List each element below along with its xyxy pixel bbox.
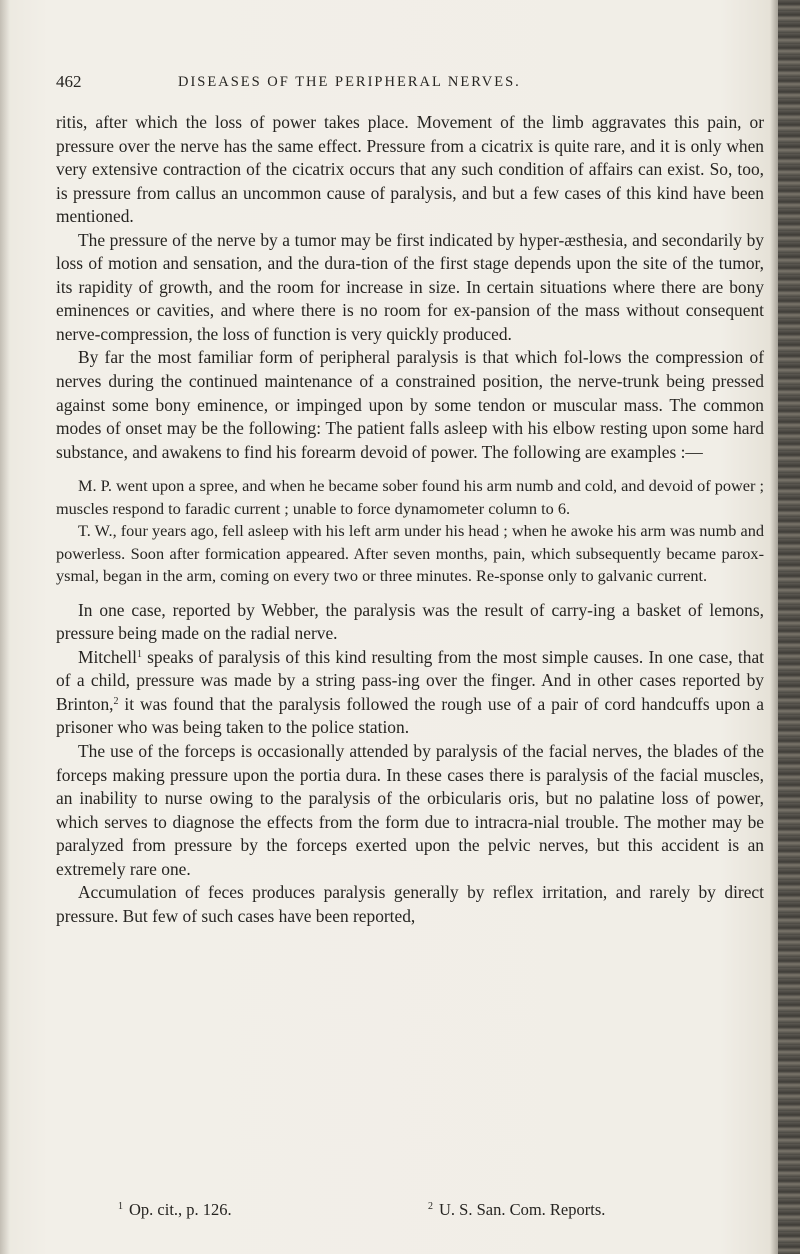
footnote-ref: 2 — [113, 695, 119, 707]
footnotes — [76, 1200, 696, 1224]
paragraph: The use of the forceps is occasionally attended by paralysis of the facial nerves, the blades of the forceps making pressure upon the portia dura. In these cases there is paralysis of the facial muscles, an inability to nurse owing to the paralysis of the orbicularis oris, but no palatine loss of power, which serves to diagnose the effects from the form due to intracra-nial trouble. The mother may be paralyzed from pressure by the forceps exerted upon the pelvic nerves, but this accident is an extremely rare one. — [56, 740, 764, 879]
footnote-text: U. S. San. Com. Reports. — [439, 1200, 606, 1219]
paragraph-text: speaks of paralysis of this kind resulting from the most simple causes. In one case, that of a child, pressure was made by a string pass-ing over the finger. And in other cases reported by Brinton, — [56, 646, 764, 714]
footnote-text: Op. cit., p. 126. — [129, 1200, 232, 1219]
paragraph-text: it was found that the paralysis followed the rough use of a pair of cord handcuffs upon a prisoner who was being taken to the police station. — [56, 693, 764, 738]
footnote — [428, 1200, 605, 1220]
page-header — [56, 72, 656, 96]
book-binding-edge — [778, 0, 800, 1254]
footnote-ref: 1 — [136, 648, 142, 660]
page-number: 462 — [56, 72, 82, 91]
case-report: T. W., four years ago, fell asleep with his left arm under his head ; when he awoke his arm was numb and powerless. Soon after formication appeared. After seven months, pain, which subsequently became parox-ysmal, began in the arm, coming on every two or three minutes. Re-sponse only to galvanic current. — [56, 521, 764, 586]
binding-shadow — [770, 0, 778, 1254]
footnote-mark: 2 — [428, 1201, 433, 1212]
page-body — [56, 111, 764, 928]
paragraph: Accumulation of feces produces paralysis generally by reflex irritation, and rarely by direct pressure. But few of such cases have been reported, — [56, 882, 764, 926]
page-gutter-shadow — [0, 0, 10, 1254]
paragraph: In one case, reported by Webber, the paralysis was the result of carry-ing a basket of lemons, pressure being made on the radial nerve. — [56, 599, 764, 644]
paragraph: ritis, after which the loss of power takes place. Movement of the limb aggravates this pain, or pressure over the nerve has the same effect. Pressure from a cicatrix is quite rare, and it is only when very extensive contraction of the cicatrix occurs that any such condition of affairs can exist. So, too, is pressure from callus an uncommon cause of paralysis, and but a few cases of this kind have been mentioned. — [56, 112, 764, 227]
footnote — [118, 1200, 232, 1220]
paragraph — [56, 646, 764, 740]
paragraph: By far the most familiar form of peripheral paralysis is that which fol-lows the compression of nerves during the continued maintenance of a constrained position, the nerve-trunk being pressed against some bony eminence, or impinged upon by some tendon or muscular mass. The common modes of onset may be the following: The patient falls asleep with his elbow resting upon some hard substance, and awakens to find his forearm devoid of power. The following are examples :— — [56, 347, 764, 462]
running-head: DISEASES OF THE PERIPHERAL NERVES. — [178, 74, 521, 90]
paragraph-text: Mitchell — [78, 646, 137, 667]
case-report: M. P. went upon a spree, and when he became sober found his arm numb and cold, and devoid of power ; muscles respond to faradic current ; unable to force dynamometer column to 6. — [56, 476, 764, 518]
paragraph: The pressure of the nerve by a tumor may be first indicated by hyper-æsthesia, and secondarily by loss of motion and sensation, and the dura-tion of the first stage depends upon the site of the tumor, its rapidity of growth, and the room for increase in size. In certain situations where there are bony eminences or cavities, and where there is no room for ex-pansion of the mass without consequent nerve-compression, the loss of function is very quickly produced. — [56, 229, 764, 344]
footnote-mark: 1 — [118, 1201, 123, 1212]
